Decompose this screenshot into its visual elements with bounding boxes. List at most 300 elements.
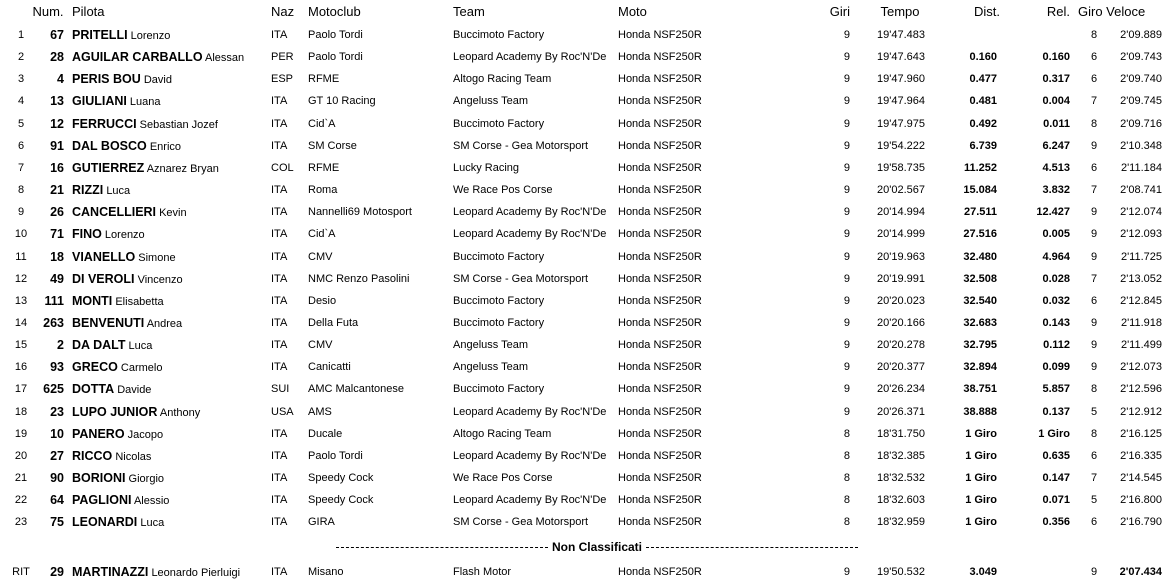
rider-last-name: DAL BOSCO [72, 138, 147, 153]
motoclub: AMS [308, 405, 332, 418]
rider-last-name: CANCELLIERI [72, 205, 157, 220]
rider-name [72, 423, 268, 446]
team-name: We Race Pos Corse [453, 184, 553, 197]
motoclub: Cid`A [308, 117, 336, 130]
gap-previous: 0.137 [1042, 405, 1070, 418]
motoclub: AMC Malcantonese [308, 383, 404, 396]
fastest-lap-time: 2'12.093 [1120, 228, 1162, 241]
laps-count: 9 [843, 339, 850, 352]
bike-model: Honda NSF250R [618, 95, 702, 108]
rider-first-name: Andrea [146, 317, 183, 330]
row-position: RIT [12, 566, 30, 578]
team-name: Angeluss Team [453, 361, 529, 374]
fastest-lap-number: 8 [1090, 29, 1098, 41]
total-time: 19'47.643 [877, 51, 925, 64]
nationality: ITA [271, 272, 288, 285]
total-time: 19'58.735 [877, 161, 925, 174]
fastest-lap-number: 9 [1090, 566, 1098, 578]
gap-previous: 4.513 [1042, 161, 1070, 174]
gap-previous: 0.071 [1042, 494, 1070, 507]
bike-model: Honda NSF250R [618, 29, 702, 41]
table-row [0, 467, 1172, 489]
row-position: 22 [14, 494, 28, 507]
motoclub: GT 10 Racing [308, 95, 376, 108]
row-position: 20 [14, 449, 28, 462]
nationality: ITA [271, 472, 288, 484]
rider-last-name: PRITELLI [72, 28, 128, 42]
motoclub: Cid`A [308, 228, 336, 241]
fastest-lap-time: 2'09.889 [1120, 29, 1162, 41]
gap-leader: 32.894 [963, 361, 997, 374]
row-position: 13 [14, 294, 28, 307]
nationality: ITA [271, 566, 288, 578]
gap-leader: 27.516 [963, 228, 997, 241]
laps-count: 8 [843, 449, 850, 462]
table-row [0, 423, 1172, 445]
fastest-lap-number: 9 [1090, 139, 1098, 152]
motoclub: RFME [308, 161, 340, 174]
rider-name [72, 511, 268, 534]
nationality: ITA [271, 516, 288, 529]
rider-name [72, 356, 268, 379]
fastest-lap-number: 6 [1090, 516, 1098, 529]
laps-count: 9 [843, 117, 850, 130]
fastest-lap-time: 2'12.073 [1120, 361, 1162, 374]
gap-previous: 0.099 [1042, 361, 1070, 374]
gap-leader: 6.739 [969, 139, 997, 152]
rider-first-name: Luca [140, 517, 165, 530]
rider-first-name: Enrico [149, 140, 182, 153]
gap-previous: 0.317 [1042, 73, 1070, 86]
rider-name [72, 445, 268, 468]
row-position: 15 [14, 339, 28, 352]
rider-number: 12 [50, 116, 64, 131]
fastest-lap-time: 2'16.335 [1120, 449, 1162, 462]
row-position: 16 [14, 361, 28, 374]
rider-last-name: RIZZI [72, 183, 104, 198]
header-time: Tempo [880, 4, 920, 19]
team-name: Buccimoto Factory [453, 383, 545, 396]
laps-count: 9 [843, 316, 850, 329]
gap-previous: 0.635 [1042, 449, 1070, 462]
rider-last-name: GIULIANI [72, 94, 127, 109]
laps-count: 8 [843, 494, 850, 507]
rider-last-name: PANERO [72, 426, 125, 441]
rider-first-name: Alessio [133, 495, 170, 508]
rider-last-name: MONTI [72, 293, 113, 308]
gap-leader: 38.888 [963, 405, 997, 418]
rider-last-name: DOTTA [72, 382, 115, 397]
total-time: 19'47.960 [877, 73, 925, 86]
gap-previous: 3.832 [1042, 184, 1070, 197]
team-name: Lucky Racing [453, 161, 520, 174]
gap-previous: 0.147 [1042, 472, 1070, 484]
table-row [0, 223, 1172, 245]
bike-model: Honda NSF250R [618, 51, 702, 64]
nationality: ITA [271, 361, 288, 374]
bike-model: Honda NSF250R [618, 339, 702, 352]
nationality: ITA [271, 228, 288, 241]
table-row [0, 445, 1172, 467]
laps-count: 9 [843, 73, 850, 86]
fastest-lap-time: 2'14.545 [1120, 472, 1162, 484]
header-dist: Dist. [974, 4, 1000, 19]
rider-last-name: DI VEROLI [72, 271, 135, 286]
gap-leader: 0.481 [969, 95, 997, 108]
rider-number: 64 [50, 493, 64, 508]
row-position: 6 [17, 139, 25, 152]
table-row [0, 511, 1172, 533]
total-time: 18'32.959 [877, 516, 925, 529]
rider-last-name: GRECO [72, 360, 118, 375]
rider-number: 263 [43, 315, 64, 330]
laps-count: 9 [843, 139, 850, 152]
rider-first-name: Giorgio [128, 473, 165, 485]
fastest-lap-number: 6 [1090, 51, 1098, 64]
rider-last-name: BORIONI [72, 471, 126, 485]
fastest-lap-time: 2'16.790 [1120, 516, 1162, 529]
rider-number: 26 [50, 205, 64, 220]
nationality: ITA [271, 316, 288, 329]
total-time: 20'02.567 [877, 184, 925, 197]
fastest-lap-number: 7 [1090, 472, 1098, 484]
motoclub: SM Corse [308, 139, 357, 152]
gap-previous: 0.004 [1042, 95, 1070, 108]
table-row [0, 157, 1172, 179]
rider-number: 2 [57, 338, 64, 353]
rider-last-name: FERRUCCI [72, 116, 137, 131]
gap-previous: 1 Giro [1038, 427, 1070, 440]
total-time: 20'20.166 [877, 316, 925, 329]
fastest-lap-number: 8 [1090, 383, 1098, 396]
nationality: USA [271, 405, 294, 418]
laps-count: 9 [843, 566, 850, 578]
motoclub: Nannelli69 Motosport [308, 206, 412, 219]
laps-count: 9 [843, 29, 850, 41]
rider-name [72, 179, 268, 202]
nationality: SUI [271, 383, 290, 396]
row-position: 21 [14, 472, 28, 484]
bike-model: Honda NSF250R [618, 494, 702, 507]
fastest-lap-number: 7 [1090, 95, 1098, 108]
rider-last-name: PERIS BOU [72, 72, 141, 87]
rider-name [72, 290, 268, 313]
total-time: 20'19.963 [877, 250, 925, 263]
fastest-lap-time: 2'09.743 [1120, 51, 1162, 64]
laps-count: 9 [843, 383, 850, 396]
rider-first-name: Luca [128, 340, 153, 353]
row-position: 5 [17, 117, 25, 130]
team-name: Buccimoto Factory [453, 29, 545, 41]
total-time: 20'19.991 [877, 272, 925, 285]
gap-previous: 0.112 [1043, 339, 1070, 352]
gap-leader: 1 Giro [965, 472, 997, 484]
laps-count: 9 [843, 361, 850, 374]
total-time: 19'47.975 [877, 117, 925, 130]
laps-count: 8 [843, 516, 850, 529]
header-num: Num. [32, 4, 64, 19]
laps-count: 8 [843, 427, 850, 440]
header-laps: Giri [829, 4, 850, 19]
rider-last-name: MARTINAZZI [72, 565, 149, 579]
team-name: Buccimoto Factory [453, 250, 545, 263]
gap-leader: 3.049 [969, 566, 997, 578]
rider-name [72, 135, 268, 158]
bike-model: Honda NSF250R [618, 206, 702, 219]
table-row [0, 179, 1172, 201]
total-time: 19'54.222 [877, 139, 925, 152]
rider-name [72, 157, 268, 180]
total-time: 19'47.483 [877, 29, 925, 41]
fastest-lap-time: 2'12.074 [1120, 206, 1162, 219]
laps-count: 9 [843, 405, 850, 418]
total-time: 18'32.532 [877, 472, 925, 484]
row-position: 9 [17, 206, 25, 219]
nationality: ITA [271, 449, 288, 462]
motoclub: Roma [308, 184, 338, 197]
rider-last-name: LUPO JUNIOR [72, 404, 158, 419]
rider-number: 49 [50, 271, 64, 286]
header-team: Team [453, 4, 485, 19]
fastest-lap-number: 9 [1090, 316, 1098, 329]
fastest-lap-time: 2'11.499 [1120, 339, 1162, 352]
fastest-lap-number: 9 [1090, 206, 1098, 219]
rider-last-name: BENVENUTI [72, 315, 145, 330]
row-position: 23 [14, 516, 28, 529]
gap-leader: 32.540 [963, 294, 997, 307]
laps-count: 9 [843, 272, 850, 285]
table-row [0, 561, 1172, 583]
rider-first-name: David [143, 74, 172, 87]
total-time: 20'26.371 [877, 405, 925, 418]
gap-previous: 0.032 [1042, 294, 1070, 307]
table-row [0, 334, 1172, 356]
rider-last-name: AGUILAR CARBALLO [72, 50, 203, 65]
total-time: 19'47.964 [877, 95, 925, 108]
rider-first-name: Davide [117, 384, 152, 397]
rider-first-name: Lorenzo [130, 30, 171, 42]
nationality: ITA [271, 294, 288, 307]
row-position: 4 [17, 95, 25, 108]
nationality: ITA [271, 117, 288, 130]
fastest-lap-number: 8 [1090, 427, 1098, 440]
rider-number: 71 [50, 227, 64, 242]
gap-previous: 5.857 [1042, 383, 1070, 396]
gap-leader: 1 Giro [965, 427, 997, 440]
unclassified-separator [336, 540, 858, 554]
fastest-lap-time: 2'09.745 [1120, 95, 1162, 108]
nationality: ITA [271, 139, 288, 152]
team-name: Leopard Academy By Roc'N'De [453, 51, 607, 64]
team-name: SM Corse - Gea Motorsport [453, 516, 589, 529]
table-row [0, 90, 1172, 112]
header-pilot: Pilota [72, 4, 105, 19]
table-row [0, 113, 1172, 135]
rider-last-name: GUTIERREZ [72, 160, 145, 175]
team-name: Leopard Academy By Roc'N'De [453, 405, 607, 418]
gap-leader: 38.751 [963, 383, 997, 396]
bike-model: Honda NSF250R [618, 566, 702, 578]
fastest-lap-number: 9 [1090, 361, 1098, 374]
motoclub: Della Futa [308, 316, 359, 329]
gap-previous: 0.356 [1042, 516, 1070, 529]
motoclub: Speedy Cock [308, 472, 374, 484]
rider-first-name: Elisabetta [115, 295, 164, 308]
gap-leader: 0.492 [969, 117, 997, 130]
fastest-lap-number: 7 [1090, 184, 1098, 197]
rider-first-name: Aznarez Bryan [146, 162, 219, 175]
gap-leader: 32.795 [963, 339, 997, 352]
table-row [0, 378, 1172, 400]
header-rel: Rel. [1046, 4, 1070, 19]
rider-last-name: DA DALT [72, 338, 126, 353]
total-time: 20'20.023 [877, 294, 925, 307]
bike-model: Honda NSF250R [618, 383, 702, 396]
motoclub: Paolo Tordi [308, 51, 363, 64]
motoclub: GIRA [308, 516, 335, 529]
row-position: 14 [14, 316, 28, 329]
team-name: Flash Motor [453, 566, 512, 578]
rider-name [72, 268, 268, 291]
team-name: Leopard Academy By Roc'N'De [453, 228, 607, 241]
bike-model: Honda NSF250R [618, 73, 702, 86]
rider-name [72, 201, 268, 224]
bike-model: Honda NSF250R [618, 250, 702, 263]
separator-line-right [646, 547, 858, 548]
row-position: 12 [14, 272, 28, 285]
rider-last-name: LEONARDI [72, 515, 138, 530]
gap-leader: 32.508 [963, 272, 997, 285]
team-name: Leopard Academy By Roc'N'De [453, 206, 607, 219]
total-time: 20'26.234 [877, 383, 925, 396]
rider-number: 91 [50, 138, 64, 153]
team-name: SM Corse - Gea Motorsport [453, 139, 589, 152]
rider-name [72, 312, 268, 335]
bike-model: Honda NSF250R [618, 361, 702, 374]
rider-first-name: Vincenzo [137, 273, 183, 286]
motoclub: Desio [308, 294, 337, 307]
fastest-lap-time: 2'12.845 [1120, 294, 1162, 307]
separator-label: Non Classificati [551, 540, 643, 554]
team-name: Altogo Racing Team [453, 427, 552, 440]
team-name: We Race Pos Corse [453, 472, 553, 484]
header-moto: Moto [618, 4, 647, 19]
fastest-lap-time: 2'09.740 [1120, 73, 1162, 86]
table-row [0, 46, 1172, 68]
rider-name [72, 223, 268, 246]
row-position: 2 [17, 51, 25, 64]
nationality: PER [271, 51, 294, 64]
fastest-lap-time: 2'16.800 [1120, 494, 1162, 507]
rider-number: 10 [50, 426, 64, 441]
fastest-lap-number: 9 [1090, 250, 1098, 263]
fastest-lap-number: 6 [1090, 161, 1098, 174]
fastest-lap-time: 2'11.725 [1120, 250, 1162, 263]
nationality: ESP [271, 73, 294, 86]
row-position: 11 [15, 250, 27, 263]
motoclub: RFME [308, 73, 340, 86]
rider-name [72, 467, 268, 490]
team-name: SM Corse - Gea Motorsport [453, 272, 589, 285]
table-row [0, 290, 1172, 312]
total-time: 20'20.377 [877, 361, 925, 374]
table-row [0, 246, 1172, 268]
row-position: 1 [17, 29, 25, 41]
fastest-lap-time: 2'12.912 [1120, 405, 1162, 418]
total-time: 18'31.750 [877, 427, 925, 440]
nationality: ITA [271, 494, 288, 507]
rider-last-name: PAGLIONI [72, 493, 132, 508]
nationality: ITA [271, 206, 288, 219]
rider-number: 75 [50, 515, 64, 530]
separator-line-left [336, 547, 548, 548]
bike-model: Honda NSF250R [618, 427, 702, 440]
gap-leader: 15.084 [963, 184, 997, 197]
rider-name [72, 489, 268, 512]
rider-number: 18 [50, 249, 64, 264]
team-name: Leopard Academy By Roc'N'De [453, 449, 607, 462]
table-row [0, 268, 1172, 290]
rider-name [72, 68, 268, 91]
gap-leader: 32.683 [963, 316, 997, 329]
bike-model: Honda NSF250R [618, 516, 702, 529]
fastest-lap-time: 2'13.052 [1120, 272, 1162, 285]
fastest-lap-number: 9 [1090, 228, 1098, 241]
table-row [0, 401, 1172, 423]
fastest-lap-time: 2'12.596 [1120, 383, 1162, 396]
rider-first-name: Luca [106, 185, 131, 198]
motoclub: Misano [308, 566, 344, 578]
bike-model: Honda NSF250R [618, 316, 702, 329]
laps-count: 9 [843, 228, 850, 241]
rider-number: 93 [50, 360, 64, 375]
rider-number: 90 [50, 471, 64, 485]
rider-first-name: Lorenzo [104, 229, 145, 242]
total-time: 18'32.603 [877, 494, 925, 507]
motoclub: NMC Renzo Pasolini [308, 272, 410, 285]
fastest-lap-time: 2'11.184 [1120, 161, 1162, 174]
gap-leader: 0.160 [969, 51, 997, 64]
laps-count: 9 [843, 294, 850, 307]
laps-count: 9 [843, 184, 850, 197]
fastest-lap-number: 6 [1090, 73, 1098, 86]
row-position: 3 [17, 73, 25, 86]
laps-count: 9 [843, 250, 850, 263]
table-row [0, 201, 1172, 223]
rider-name [72, 24, 268, 47]
motoclub: Paolo Tordi [308, 29, 363, 41]
table-row [0, 356, 1172, 378]
rider-number: 28 [50, 50, 64, 65]
bike-model: Honda NSF250R [618, 272, 702, 285]
gap-previous: 0.005 [1042, 228, 1070, 241]
motoclub: CMV [308, 250, 333, 263]
rider-name [72, 90, 268, 113]
motoclub: CMV [308, 339, 333, 352]
nationality: COL [271, 161, 294, 174]
gap-leader: 1 Giro [965, 494, 997, 507]
laps-count: 8 [843, 472, 850, 484]
fastest-lap-number: 5 [1090, 494, 1098, 507]
team-name: Buccimoto Factory [453, 316, 545, 329]
row-position: 10 [14, 228, 28, 241]
laps-count: 9 [843, 206, 850, 219]
gap-leader: 0.477 [969, 73, 997, 86]
bike-model: Honda NSF250R [618, 184, 702, 197]
laps-count: 9 [843, 161, 850, 174]
total-time: 20'14.994 [877, 206, 925, 219]
rider-first-name: Kevin [159, 207, 187, 220]
